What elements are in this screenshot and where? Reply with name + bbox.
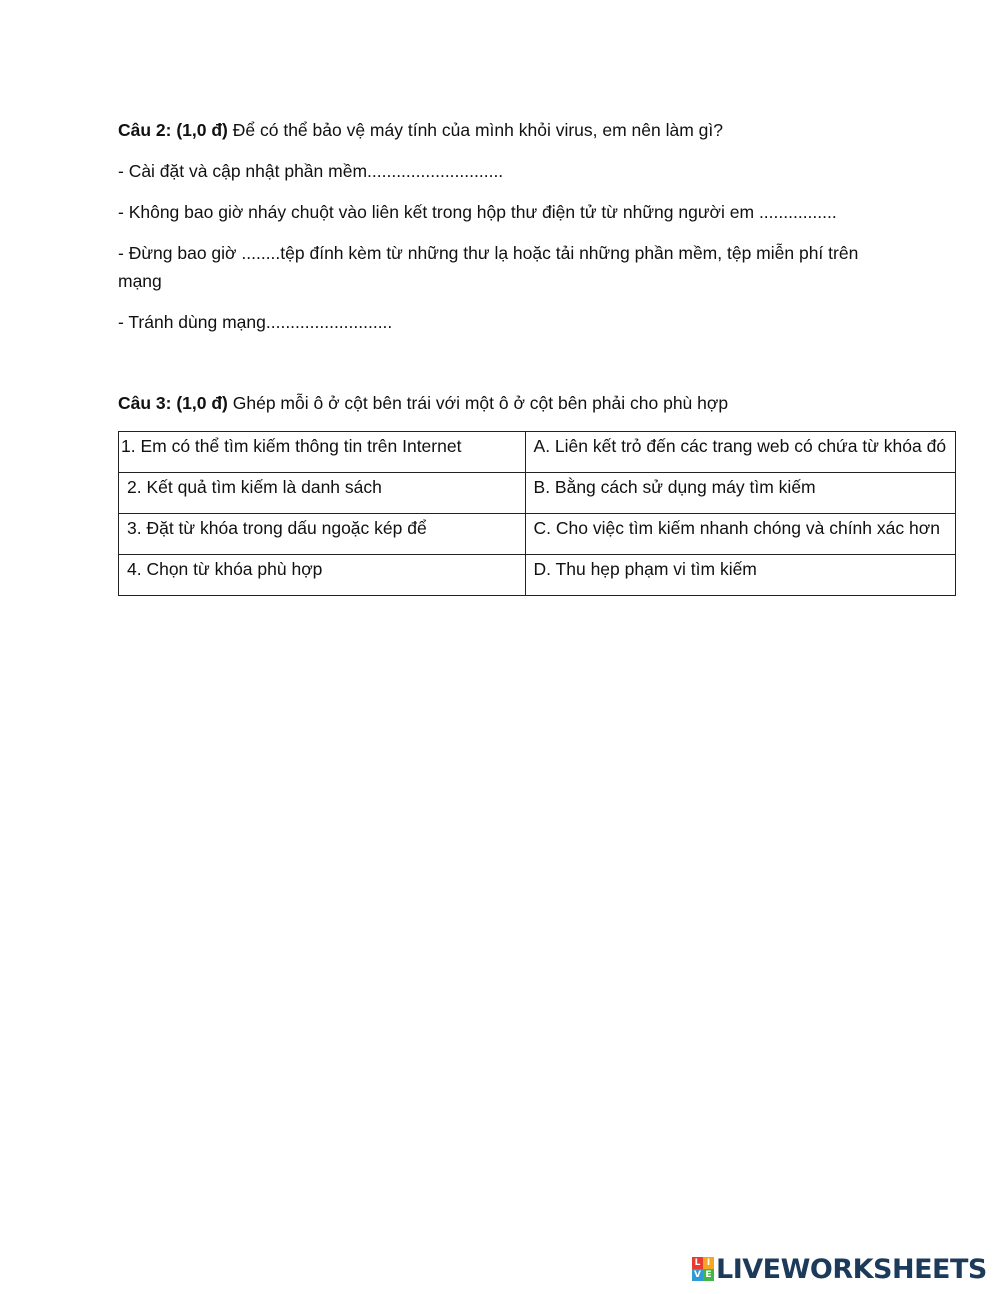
match-right-cell: B. Bằng cách sử dụng máy tìm kiếm — [525, 473, 955, 514]
q2-label: Câu 2: (1,0 đ) — [118, 120, 228, 140]
match-right-cell: A. Liên kết trỏ đến các trang web có chứa từ khóa đó — [525, 432, 955, 473]
match-right-cell: D. Thu hẹp phạm vi tìm kiếm — [525, 555, 955, 596]
q2-item-3: - Đừng bao giờ ........tệp đính kèm từ những thư lạ hoặc tải những phần mềm, tệp miễn phí trên mạng — [118, 243, 859, 291]
table-row — [119, 555, 956, 596]
q3-question: Ghép mỗi ô ở cột bên trái với một ô ở cột bên phải cho phù hợp — [227, 393, 729, 413]
match-left-cell: 2. Kết quả tìm kiếm là danh sách — [119, 473, 526, 514]
q2-question: Để có thể bảo vệ máy tính của mình khỏi virus, em nên làm gì? — [227, 120, 724, 140]
matching-table — [118, 431, 956, 596]
q2-item-2: - Không bao giờ nháy chuột vào liên kết trong hộp thư điện tử từ những người em ................ — [118, 202, 837, 222]
logo-mark-letter: E — [703, 1269, 714, 1281]
match-right-cell: C. Cho việc tìm kiếm nhanh chóng và chính xác hơn — [525, 514, 955, 555]
q3-label: Câu 3: (1,0 đ) — [118, 393, 228, 413]
logo-mark-letter: L — [692, 1257, 703, 1269]
liveworksheets-logo[interactable] — [692, 1253, 987, 1285]
table-row — [119, 514, 956, 555]
match-left-cell: 4. Chọn từ khóa phù hợp — [119, 555, 526, 596]
table-row — [119, 473, 956, 514]
logo-mark-letter: I — [703, 1257, 714, 1269]
logo-text: LIVEWORKSHEETS — [716, 1253, 987, 1285]
q3-heading — [118, 389, 888, 417]
match-left-cell: 3. Đặt từ khóa trong dấu ngoặc kép để — [119, 514, 526, 555]
logo-mark-icon — [692, 1257, 714, 1281]
logo-mark-letter: V — [692, 1269, 703, 1281]
q2-item-4: - Tránh dùng mạng.......................... — [118, 312, 393, 332]
table-row — [119, 432, 956, 473]
q2-item-1: - Cài đặt và cập nhật phần mềm............................ — [118, 161, 504, 181]
match-left-cell: 1. Em có thể tìm kiếm thông tin trên Internet — [119, 432, 526, 473]
q2-heading — [118, 116, 888, 144]
